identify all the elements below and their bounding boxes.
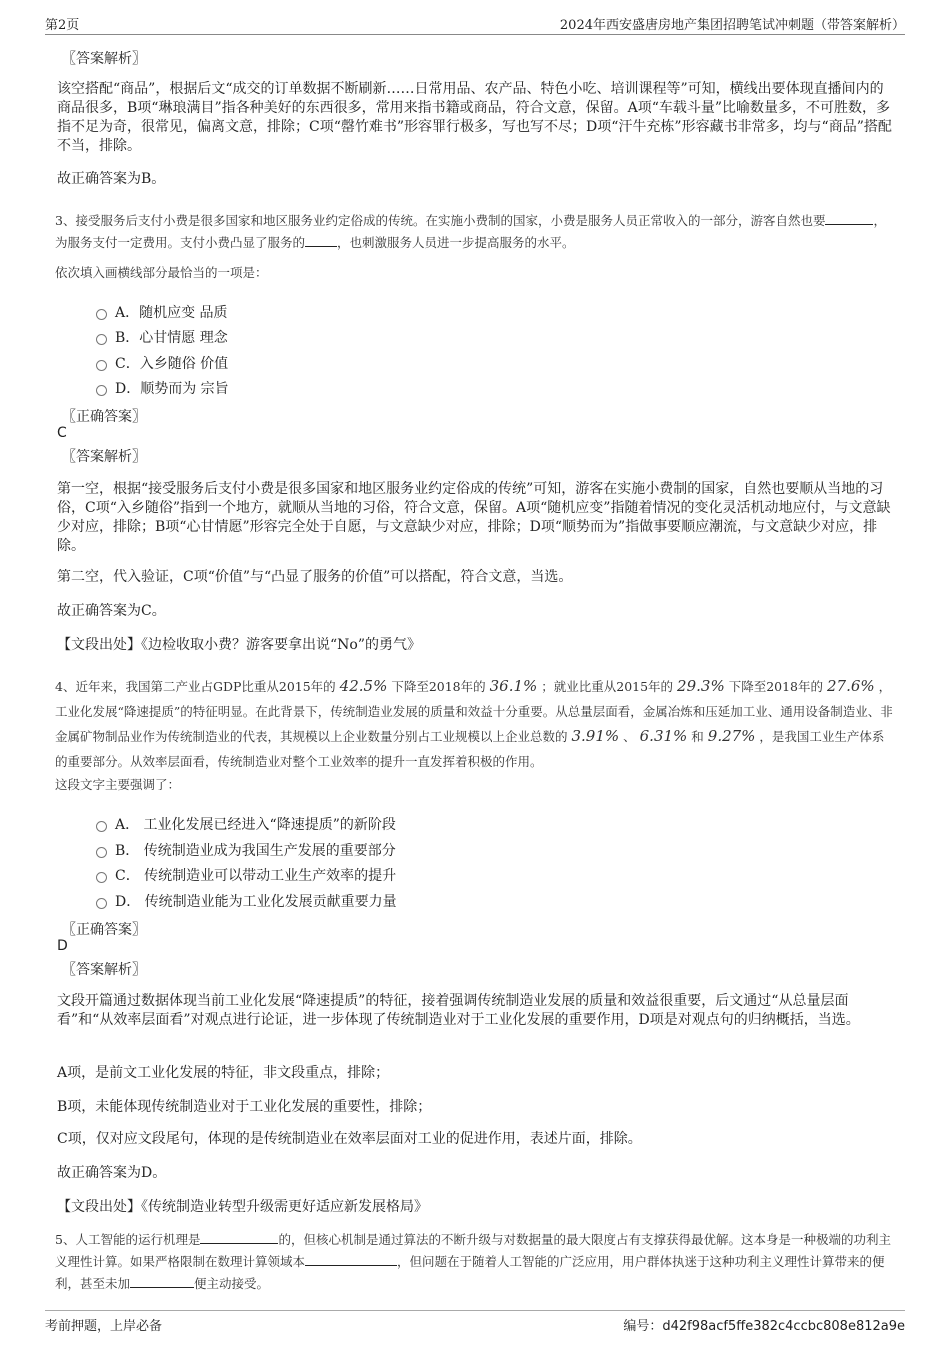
footer-slogan: 考前押题，上岸必备 <box>45 1319 163 1334</box>
q4-option-c[interactable]: C． 传统制造业可以带动工业生产效率的提升 <box>96 865 396 885</box>
q3-option-d[interactable]: D．顺势而为 宗旨 <box>96 378 229 398</box>
q4-prompt: 这段文字主要强调了： <box>55 777 181 792</box>
document-title: 2024年西安盛唐房地产集团招聘笔试冲刺题（带答案解析） <box>559 18 905 33</box>
page-number: 第2页 <box>45 18 80 33</box>
q5-blank-2 <box>305 1253 397 1266</box>
q3-option-a[interactable]: A．随机应变 品质 <box>96 302 228 322</box>
q3-option-c[interactable]: C．入乡随俗 价值 <box>96 353 228 373</box>
radio-icon[interactable] <box>96 385 107 396</box>
answer-label: 〖正确答案〗 <box>62 922 146 938</box>
q3-source: 【文段出处】《边检收取小费？游客要拿出说“No”的勇气》 <box>57 637 421 653</box>
radio-icon[interactable] <box>96 309 107 320</box>
q4-analysis-2: A项，是前文工业化发展的特征，非文段重点，排除； <box>57 1065 390 1081</box>
analysis-label: 〖答案解析〗 <box>62 51 146 67</box>
q3-stem: 3、接受服务后支付小费是很多国家和地区服务业约定俗成的传统。在实施小费制的国家，小费是服务人员正常收入的一部分，游客自然也要 ，为服务支付一定费用。支付小费凸显了服务的 ，也刺激服务人员进一步提高服务的水平。 <box>55 213 886 250</box>
q4-option-d[interactable]: D． 传统制造业能为工业化发展贡献重要力量 <box>96 891 397 911</box>
answer-label: 〖正确答案〗 <box>62 409 146 425</box>
q5-stem: 5、人工智能的运行机理是 的，但核心机制是通过算法的不断升级与对数据量的最大限度占有支撑获得最优解。这本身是一种极端的功利主义理性计算。如果严格限制在数理计算领域本 ，但问题在于随着人工智能的广泛应用，用户群体执迷于这种功利主义理性计算带来的便利，甚至未加 便主动接受。 <box>55 1232 891 1291</box>
prev-conclusion: 故正确答案为B。 <box>57 171 166 187</box>
q4-option-a[interactable]: A． 工业化发展已经进入“降速提质”的新阶段 <box>96 814 396 834</box>
q3-analysis-2: 第二空，代入验证，C项“价值”与“凸显了服务的价值”可以搭配，符合文意，当选。 <box>57 569 573 585</box>
q4-analysis-3: B项，未能体现传统制造业对于工业化发展的重要性，排除； <box>57 1099 432 1115</box>
q3-option-b[interactable]: B．心甘情愿 理念 <box>96 327 228 347</box>
analysis-label: 〖答案解析〗 <box>62 962 146 978</box>
page-header <box>45 12 905 35</box>
q4-analysis-1: 文段开篇通过数据体现当前工业化发展“降速提质”的特征，接着强调传统制造业发展的质量和效益很重要，后文通过“从总量层面看”和“从效率层面看”对观点进行论证，进一步体现了传统制造业对于工业化发展的重要作用，D项是对观点句的归纳概括，当选。 <box>57 993 860 1028</box>
q4-analysis-4: C项，仅对应文段尾句，体现的是传统制造业在效率层面对工业的促进作用，表述片面，排除。 <box>57 1131 642 1147</box>
q4-option-b[interactable]: B． 传统制造业成为我国生产发展的重要部分 <box>96 840 396 860</box>
q3-prompt: 依次填入画横线部分最恰当的一项是： <box>55 265 268 280</box>
q3-blank-1 <box>825 212 873 225</box>
radio-icon[interactable] <box>96 872 107 883</box>
q4-answer: D <box>57 938 68 954</box>
radio-icon[interactable] <box>96 334 107 345</box>
radio-icon[interactable] <box>96 821 107 832</box>
q3-blank-2 <box>305 234 337 247</box>
q3-answer: C <box>57 425 67 441</box>
q4-conclusion: 故正确答案为D。 <box>57 1165 167 1181</box>
prev-analysis: 该空搭配“商品”，根据后文“成交的订单数据不断刷新……日常用品、农产品、特色小吃、培训课程等”可知，横线出要体现直播间内的商品很多，B项“琳琅满目”指各种美好的东西很多，常用来指书籍或商品，符合文意，保留。A项“车载斗量”比喻数量多，不可胜数，多指不足为奇，很常见，偏离文意，排除；C项“罄竹难书”形容罪行极多，写也写不尽；D项“汗牛充栋”形容藏书非常多，均与“商品”搭配不当，排除。 <box>57 81 892 154</box>
radio-icon[interactable] <box>96 847 107 858</box>
q5-blank-3 <box>130 1275 194 1288</box>
q3-analysis-1: 第一空，根据“接受服务后支付小费是很多国家和地区服务业约定俗成的传统”可知，游客在实施小费制的国家，自然也要顺从当地的习俗，C项“入乡随俗”指到一个地方，就顺从当地的习俗，符合文意，保留。A项“随机应变”指随着情况的变化灵活机动地应付，与文意缺少对应，排除；B项“心甘情愿”形容完全处于自愿，与文意缺少对应，排除；D项“顺势而为”指做事要顺应潮流，与文意缺少对应，排除。 <box>57 481 891 554</box>
q5-blank-1 <box>200 1231 278 1244</box>
radio-icon[interactable] <box>96 360 107 371</box>
q4-source: 【文段出处】《传统制造业转型升级需更好适应新发展格局》 <box>57 1199 428 1215</box>
q4-stem: 4、近年来，我国第二产业占GDP比重从2015年的 42.5% 下降至2018年的 36.1% ；就业比重从2015年的 29.3% 下降至2018年的 27.6% ，工业化发展“降速提质”的特征明显。在此背景下，传统制造业发展的质量和效益十分重要。从总量层面看，金属冶炼和压延加工业、通用设备制造业、非金属矿物制品业作为传统制造业的代表，其规模以上企业数量分别占工业规模以上企业总数的 3.91% 、 6.31% 和 9.27% ，是我国工业生产体系的重要部分。从效率层面看，传统制造业对整个工业效率的提升一直发挥着积极的作用。 <box>55 677 893 769</box>
page-footer <box>45 1310 905 1335</box>
document-code: 编号：d42f98acf5ffe382c4ccbc808e812a9e <box>623 1319 905 1334</box>
q3-conclusion: 故正确答案为C。 <box>57 603 166 619</box>
analysis-label: 〖答案解析〗 <box>62 449 146 465</box>
radio-icon[interactable] <box>96 898 107 909</box>
